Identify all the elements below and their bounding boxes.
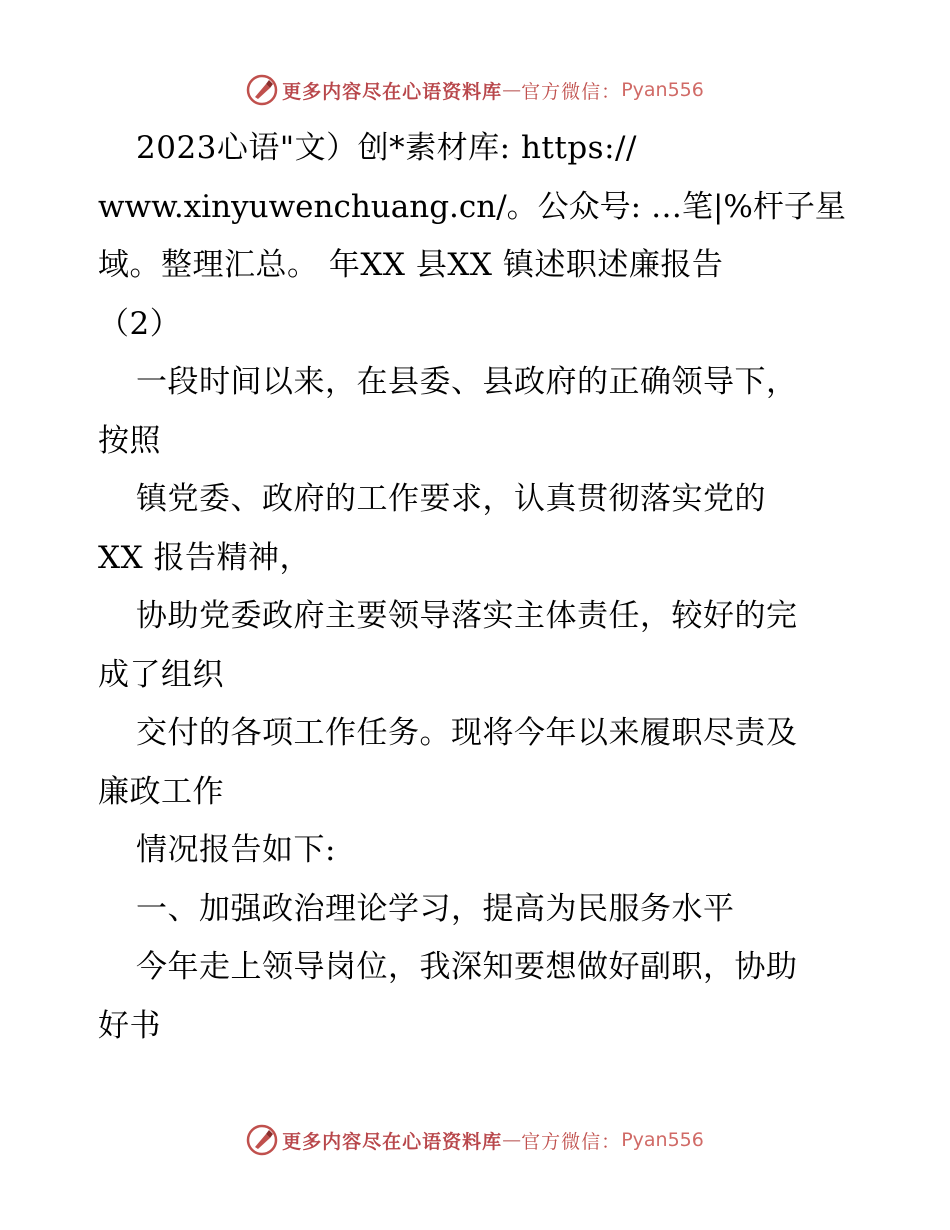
document-line: 好书	[98, 1007, 161, 1044]
document-line: 情况报告如下:	[136, 832, 336, 868]
document-line: 交付的各项工作任务。现将今年以来履职尽责及	[136, 715, 798, 751]
document-line: 成了组织	[98, 656, 224, 693]
watermark-main-text: 更多内容尽在心语资料库	[282, 1130, 503, 1153]
document-line: （2）	[98, 305, 182, 342]
document-line: 今年走上领导岗位，我深知要想做好副职，协助	[136, 949, 798, 985]
pen-nib-circle-icon	[246, 1124, 278, 1156]
document-line: www.xinyuwenchuang.cn/。公众号: …笔|%杆子星	[98, 188, 846, 225]
document-line: XX 报告精神，	[98, 539, 311, 576]
header-watermark	[0, 70, 950, 110]
document-line: 协助党委政府主要领导落实主体责任，较好的完	[136, 598, 798, 634]
document-line: 域。整理汇总。 年XX 县XX 镇述职述廉报告	[98, 247, 724, 283]
document-line: 按照	[98, 422, 161, 459]
watermark-wechat-id: Pyan556	[621, 1129, 704, 1151]
pen-nib-circle-icon	[246, 74, 278, 106]
document-line: 廉政工作	[98, 773, 224, 810]
document-line: 一段时间以来，在县委、县政府的正确领导下，	[136, 364, 798, 400]
watermark-official-label: 官方微信：	[521, 80, 622, 103]
watermark-dash: —	[502, 1129, 522, 1151]
watermark-main-text: 更多内容尽在心语资料库	[282, 80, 503, 103]
document-body	[98, 125, 858, 1061]
watermark-official-label: 官方微信：	[521, 1130, 622, 1153]
watermark-wechat-id: Pyan556	[621, 79, 704, 101]
watermark-dash: —	[502, 79, 522, 101]
document-line: 镇党委、政府的工作要求，认真贯彻落实党的	[136, 481, 766, 517]
footer-watermark	[0, 1120, 950, 1160]
document-line: 2023心语"文）创*素材库: https://	[136, 130, 637, 166]
section-heading: 一、加强政治理论学习，提高为民服务水平	[136, 890, 735, 927]
